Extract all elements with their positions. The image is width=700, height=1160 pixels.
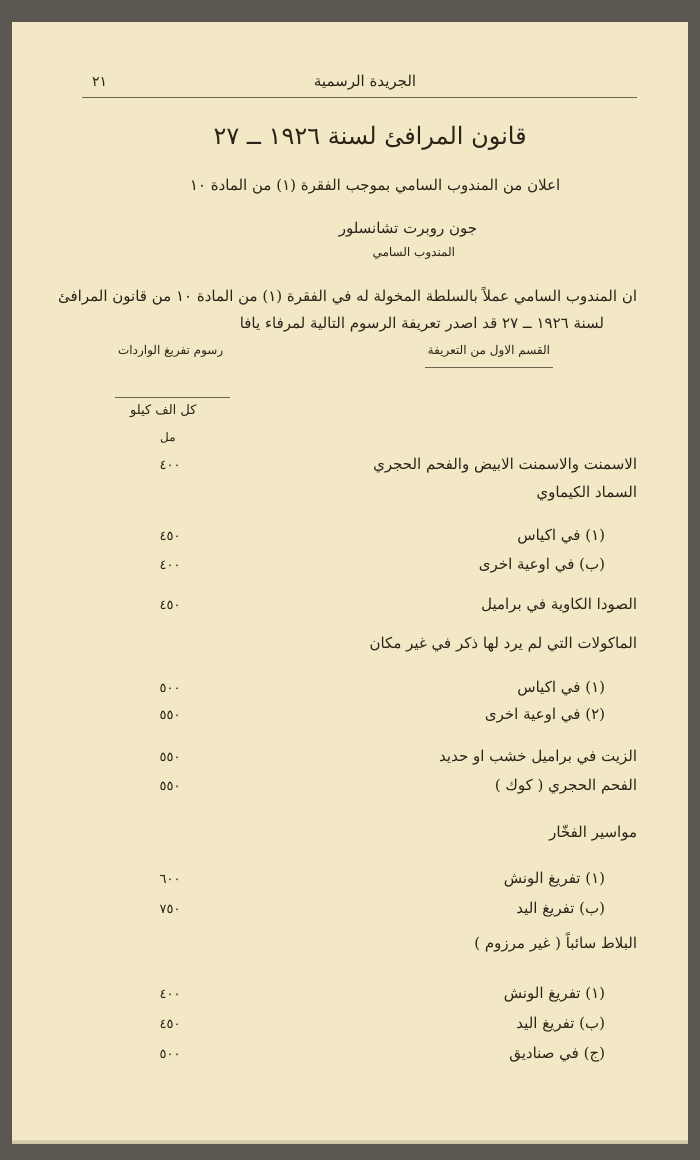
tariff-item-label: (١) تفريغ الونش: [503, 984, 605, 1002]
tariff-item-label: (١) تفريغ الونش: [503, 869, 605, 887]
tariff-item-fee: ٤٠٠: [159, 458, 181, 473]
page-number: ٢١: [92, 74, 108, 90]
tariff-item-fee: ٥٥٠: [159, 708, 181, 723]
signatory-role: المندوب السامي: [372, 245, 455, 259]
tariff-item-label: (١) في اكياس: [517, 526, 605, 544]
paragraph-line-2: لسنة ١٩٢٦ ــ ٢٧ قد اصدر تعريفة الرسوم التالية لمرفاء يافا: [239, 314, 604, 332]
tariff-item-label: الماكولات التي لم يرد لها ذكر في غير مكان: [369, 634, 637, 652]
paragraph-line-1: ان المندوب السامي عملاً بالسلطة المخولة له في الفقرة (١) من المادة ١٠ من قانون المرافئ: [57, 287, 637, 305]
subtitle: اعلان من المندوب السامي بموجب الفقرة (١) من المادة ١٠: [189, 176, 561, 194]
tariff-item-fee: ٤٥٠: [159, 529, 181, 544]
tariff-item-label: مواسير الفخّار: [549, 823, 637, 841]
tariff-item-label: (ب) تفريغ اليد: [516, 899, 605, 917]
tariff-item-label: (١) في اكياس: [517, 678, 605, 696]
tariff-item-label: الزيت في براميل خشب او حديد: [439, 747, 637, 765]
tariff-item-label: (ب) تفريغ اليد: [516, 1014, 605, 1032]
tariff-item-fee: ٤٥٠: [159, 598, 181, 613]
tariff-item-label: الصودا الكاوية في براميل: [481, 595, 637, 613]
header-divider: [82, 97, 637, 98]
tariff-item-label: الفحم الحجري ( كوك ): [494, 776, 637, 794]
tariff-item-fee: ٥٠٠: [159, 1047, 181, 1062]
tariff-item-fee: ٥٥٠: [159, 779, 181, 794]
tariff-item-fee: ٤٠٠: [159, 558, 181, 573]
tariff-item-fee: ٤٥٠: [159, 1017, 181, 1032]
unit-label: كل الف كيلو: [130, 403, 197, 418]
law-title: قانون المرافئ لسنة ١٩٢٦ ــ ٢٧: [213, 122, 527, 150]
tariff-item-label: (ج) في صناديق: [509, 1044, 605, 1062]
journal-name: الجريدة الرسمية: [313, 72, 417, 90]
tariff-item-label: البلاط سائباً ( غير مرزوم ): [474, 934, 637, 952]
section-header: القسم الاول من التعريفة: [427, 343, 550, 357]
tariff-item-label: (ب) في اوعية اخرى: [478, 555, 605, 573]
section-header-underline: [425, 367, 553, 368]
tariff-item-label: السماد الكيماوي: [536, 483, 637, 501]
currency-label: مل: [160, 430, 176, 444]
tariff-item-fee: ٥٠٠: [159, 681, 181, 696]
tariff-item-fee: ٥٥٠: [159, 750, 181, 765]
signatory-name: جون روبرت تشانسلور: [338, 219, 477, 237]
tariff-item-fee: ٧٥٠: [159, 902, 181, 917]
fee-header: رسوم تفريغ الواردات: [118, 343, 224, 357]
tariff-item-label: (٢) في اوعية اخرى: [484, 705, 605, 723]
tariff-item-fee: ٦٠٠: [159, 872, 181, 887]
tariff-item-fee: ٤٠٠: [159, 987, 181, 1002]
fee-header-underline: [115, 397, 230, 398]
tariff-item-label: الاسمنت والاسمنت الابيض والفحم الحجري: [373, 455, 637, 473]
